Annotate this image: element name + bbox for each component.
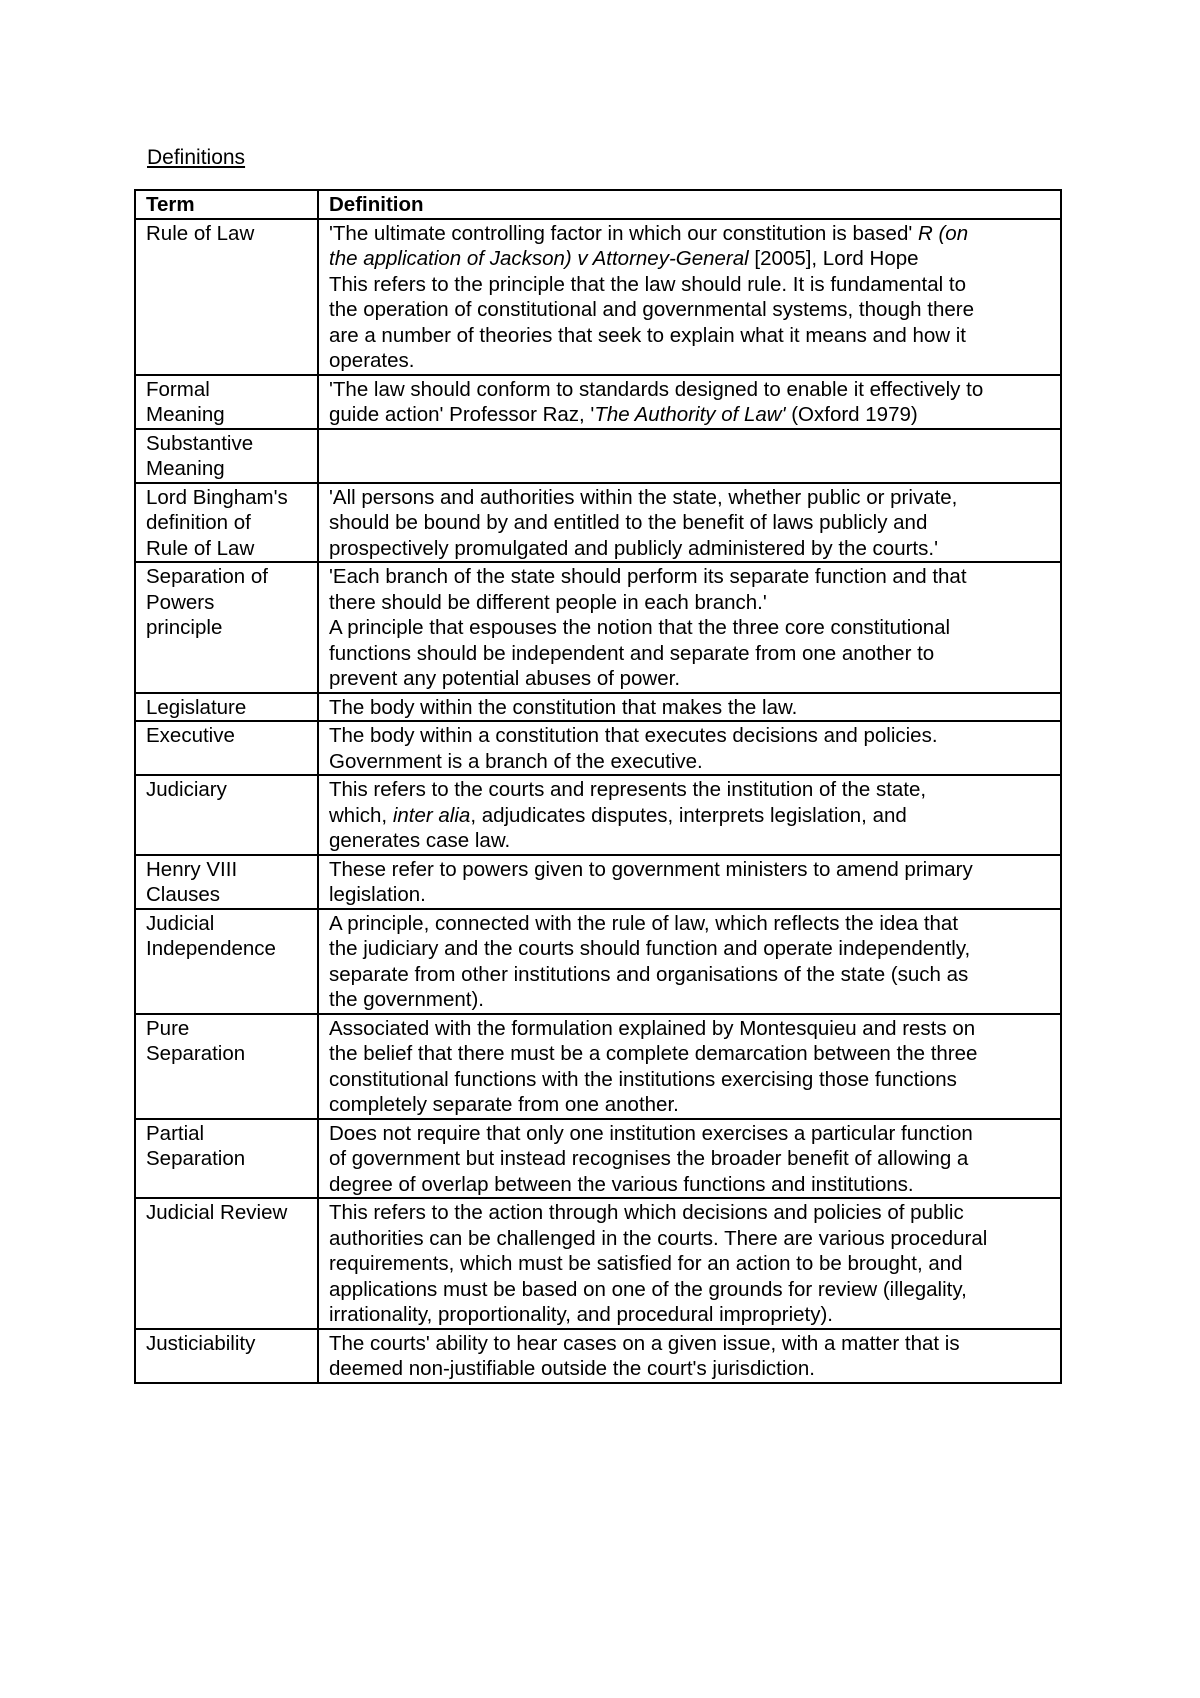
definition-text: 'The law should conform to standards designed to enable it effectively to	[329, 377, 984, 401]
definition-cell	[318, 375, 1061, 429]
term-line: Powers	[146, 590, 215, 614]
term-line: Executive	[146, 724, 235, 747]
term-cell	[135, 1198, 318, 1329]
definition-text: there should be different people in each branch.'	[329, 590, 767, 614]
definition-text: 'Each branch of the state should perform its separate function and that	[329, 565, 967, 588]
definition-line	[329, 323, 1050, 349]
definition-text: the government).	[329, 988, 484, 1011]
definition-line	[329, 936, 1050, 962]
term-line: Lord Bingham's	[146, 485, 288, 509]
table-row	[135, 775, 1061, 855]
definition-text: irrationality, proportionality, and procedural impropriety).	[329, 1303, 833, 1326]
definition-text: This refers to the action through which decisions and policies of public	[329, 1201, 964, 1224]
definition-line	[329, 1251, 1050, 1277]
page-heading: Definitions	[147, 146, 246, 169]
table-row	[135, 429, 1061, 483]
table-row	[135, 1014, 1061, 1119]
definition-line	[329, 1331, 1050, 1357]
term-cell	[135, 1014, 318, 1119]
definition-text: completely separate from one another.	[329, 1093, 679, 1116]
definition-cell	[318, 483, 1061, 563]
table-body	[135, 219, 1061, 1383]
table-row	[135, 1329, 1061, 1383]
definition-line	[329, 695, 1050, 721]
definition-line	[329, 564, 1050, 590]
definition-text: constitutional functions with the institutions exercising those functions	[329, 1067, 957, 1091]
table-row	[135, 562, 1061, 693]
definition-text: The body within a constitution that executes decisions and policies.	[329, 724, 938, 747]
definition-text: which,	[329, 803, 393, 827]
definition-line	[329, 641, 1050, 667]
definition-text: legislation.	[329, 883, 426, 906]
term-cell	[135, 562, 318, 693]
definition-text: operates.	[329, 349, 415, 372]
term-cell	[135, 855, 318, 909]
definition-line	[329, 1016, 1050, 1042]
definition-text: A principle, connected with the rule of law, which reflects the idea that	[329, 911, 959, 935]
definition-text: This refers to the principle that the law should rule. It is fundamental to	[329, 272, 966, 296]
definition-cell	[318, 1198, 1061, 1329]
definition-line	[329, 777, 1050, 803]
definition-line	[329, 882, 1050, 908]
term-cell	[135, 375, 318, 429]
column-header-term: Term	[135, 190, 318, 219]
definition-line	[329, 1067, 1050, 1093]
definition-line	[329, 536, 1050, 562]
definition-line	[329, 803, 1050, 829]
definition-line	[329, 666, 1050, 692]
definition-line	[329, 987, 1050, 1013]
definition-text: These refer to powers given to government ministers to amend primary	[329, 857, 973, 881]
definition-text: authorities can be challenged in the courts. There are various procedural	[329, 1226, 988, 1250]
definition-line	[329, 1302, 1050, 1328]
definition-line	[329, 1121, 1050, 1147]
definition-text: , adjudicates disputes, interprets legislation, and	[470, 803, 907, 827]
table-row	[135, 855, 1061, 909]
term-line: Judiciary	[146, 778, 227, 801]
term-cell	[135, 909, 318, 1014]
definition-text: [2005], Lord Hope	[748, 247, 919, 270]
definition-line	[329, 510, 1050, 536]
definition-line	[329, 1356, 1050, 1382]
term-line: Formal	[146, 377, 210, 401]
term-cell	[135, 1329, 318, 1383]
definition-text: degree of overlap between the various functions and institutions.	[329, 1172, 914, 1196]
table-row	[135, 1119, 1061, 1199]
term-line: Meaning	[146, 457, 225, 480]
definition-text: prospectively promulgated and publicly administered by the courts.'	[329, 536, 938, 560]
definition-text: the belief that there must be a complete demarcation between the three	[329, 1042, 978, 1065]
definition-text: the operation of constitutional and governmental systems, though there	[329, 298, 975, 321]
definition-text: guide action' Professor Raz, '	[329, 403, 595, 426]
definition-line	[329, 1146, 1050, 1172]
definition-line	[329, 590, 1050, 616]
definition-cell	[318, 1119, 1061, 1199]
term-cell	[135, 1119, 318, 1199]
term-line: Separation	[146, 1042, 246, 1065]
definition-text: should be bound by and entitled to the benefit of laws publicly and	[329, 511, 928, 534]
definition-line	[329, 377, 1050, 403]
definition-text: Government is a branch of the executive.	[329, 749, 703, 773]
definition-line	[329, 402, 1050, 428]
definition-text: 'All persons and authorities within the state, whether public or private,	[329, 485, 958, 509]
definition-cell	[318, 693, 1061, 722]
term-line: definition of	[146, 511, 251, 534]
definition-line	[329, 962, 1050, 988]
table-row	[135, 375, 1061, 429]
term-line: Partial	[146, 1121, 205, 1145]
term-line: Separation of	[146, 565, 268, 588]
table-row	[135, 219, 1061, 375]
definition-line	[329, 485, 1050, 511]
definition-text: functions should be independent and separate from one another to	[329, 641, 935, 665]
definition-text: generates case law.	[329, 829, 511, 852]
term-line: Separation	[146, 1147, 246, 1170]
term-line: Legislature	[146, 695, 247, 719]
definition-text: are a number of theories that seek to explain what it means and how it	[329, 323, 967, 347]
definition-cell	[318, 909, 1061, 1014]
definition-text: the judiciary and the courts should function and operate independently,	[329, 937, 971, 960]
definition-line	[329, 348, 1050, 374]
definition-line	[329, 1092, 1050, 1118]
definition-cell	[318, 775, 1061, 855]
table-row	[135, 721, 1061, 775]
definition-line	[329, 272, 1050, 298]
term-line: principle	[146, 616, 223, 639]
definition-cell	[318, 721, 1061, 775]
definition-line	[329, 1200, 1050, 1226]
definition-text: The body within the constitution that makes the law.	[329, 695, 798, 719]
term-line: Justiciability	[146, 1331, 256, 1355]
definition-line	[329, 857, 1050, 883]
definition-cell	[318, 219, 1061, 375]
term-line: Henry VIII	[146, 857, 238, 881]
table-row	[135, 483, 1061, 563]
definition-text: Does not require that only one institution exercises a particular function	[329, 1121, 973, 1145]
definition-line	[329, 828, 1050, 854]
term-cell	[135, 775, 318, 855]
definition-text: This refers to the courts and represents the institution of the state,	[329, 778, 927, 801]
table-row	[135, 1198, 1061, 1329]
term-line: Independence	[146, 937, 276, 960]
definition-line	[329, 1172, 1050, 1198]
term-line: Substantive	[146, 431, 254, 455]
definition-cell	[318, 562, 1061, 693]
term-cell	[135, 429, 318, 483]
definition-line	[329, 749, 1050, 775]
column-header-definition: Definition	[318, 190, 1061, 219]
definition-cell	[318, 1014, 1061, 1119]
definition-line	[329, 615, 1050, 641]
definition-cell	[318, 429, 1061, 483]
definition-cell	[318, 855, 1061, 909]
term-line: Rule of Law	[146, 536, 255, 560]
term-line: Meaning	[146, 403, 225, 426]
definition-line	[329, 1041, 1050, 1067]
term-line: Rule of Law	[146, 221, 255, 245]
definition-text: prevent any potential abuses of power.	[329, 667, 681, 690]
term-line: Judicial Review	[146, 1201, 288, 1224]
table-row	[135, 693, 1061, 722]
definition-italic-text: R (on	[917, 221, 969, 245]
table-row	[135, 909, 1061, 1014]
definition-text: 'The ultimate controlling factor in which our constitution is based'	[329, 221, 918, 245]
table-header-row	[135, 190, 1061, 219]
definition-text: applications must be based on one of the grounds for review (illegality,	[329, 1277, 967, 1301]
definition-italic-text: the application of Jackson) v Attorney-General	[329, 247, 749, 270]
definition-line	[329, 723, 1050, 749]
term-cell	[135, 693, 318, 722]
definition-text: deemed non-justifiable outside the court's jurisdiction.	[329, 1357, 815, 1380]
definition-text: requirements, which must be satisfied for an action to be brought, and	[329, 1252, 963, 1275]
definition-line	[329, 297, 1050, 323]
definition-text: Associated with the formulation explained by Montesquieu and rests on	[329, 1016, 976, 1040]
definition-line	[329, 221, 1050, 247]
term-line: Pure	[146, 1016, 190, 1040]
definition-text: The courts' ability to hear cases on a given issue, with a matter that is	[329, 1331, 960, 1355]
definition-text: A principle that espouses the notion that the three core constitutional	[329, 616, 951, 639]
definition-line	[329, 246, 1050, 272]
definition-italic-text: The Authority of Law'	[594, 403, 786, 426]
term-cell	[135, 721, 318, 775]
definition-italic-text: inter alia	[392, 803, 471, 827]
term-line: Clauses	[146, 883, 221, 906]
term-line: Judicial	[146, 911, 215, 935]
definition-line	[329, 911, 1050, 937]
definition-line	[329, 1277, 1050, 1303]
definition-text: separate from other institutions and organisations of the state (such as	[329, 962, 969, 986]
term-cell	[135, 483, 318, 563]
definition-text: of government but instead recognises the broader benefit of allowing a	[329, 1147, 969, 1170]
definition-text: (Oxford 1979)	[785, 403, 918, 426]
definition-cell	[318, 1329, 1061, 1383]
definitions-table	[134, 189, 1062, 1384]
term-cell	[135, 219, 318, 375]
definition-line	[329, 1226, 1050, 1252]
